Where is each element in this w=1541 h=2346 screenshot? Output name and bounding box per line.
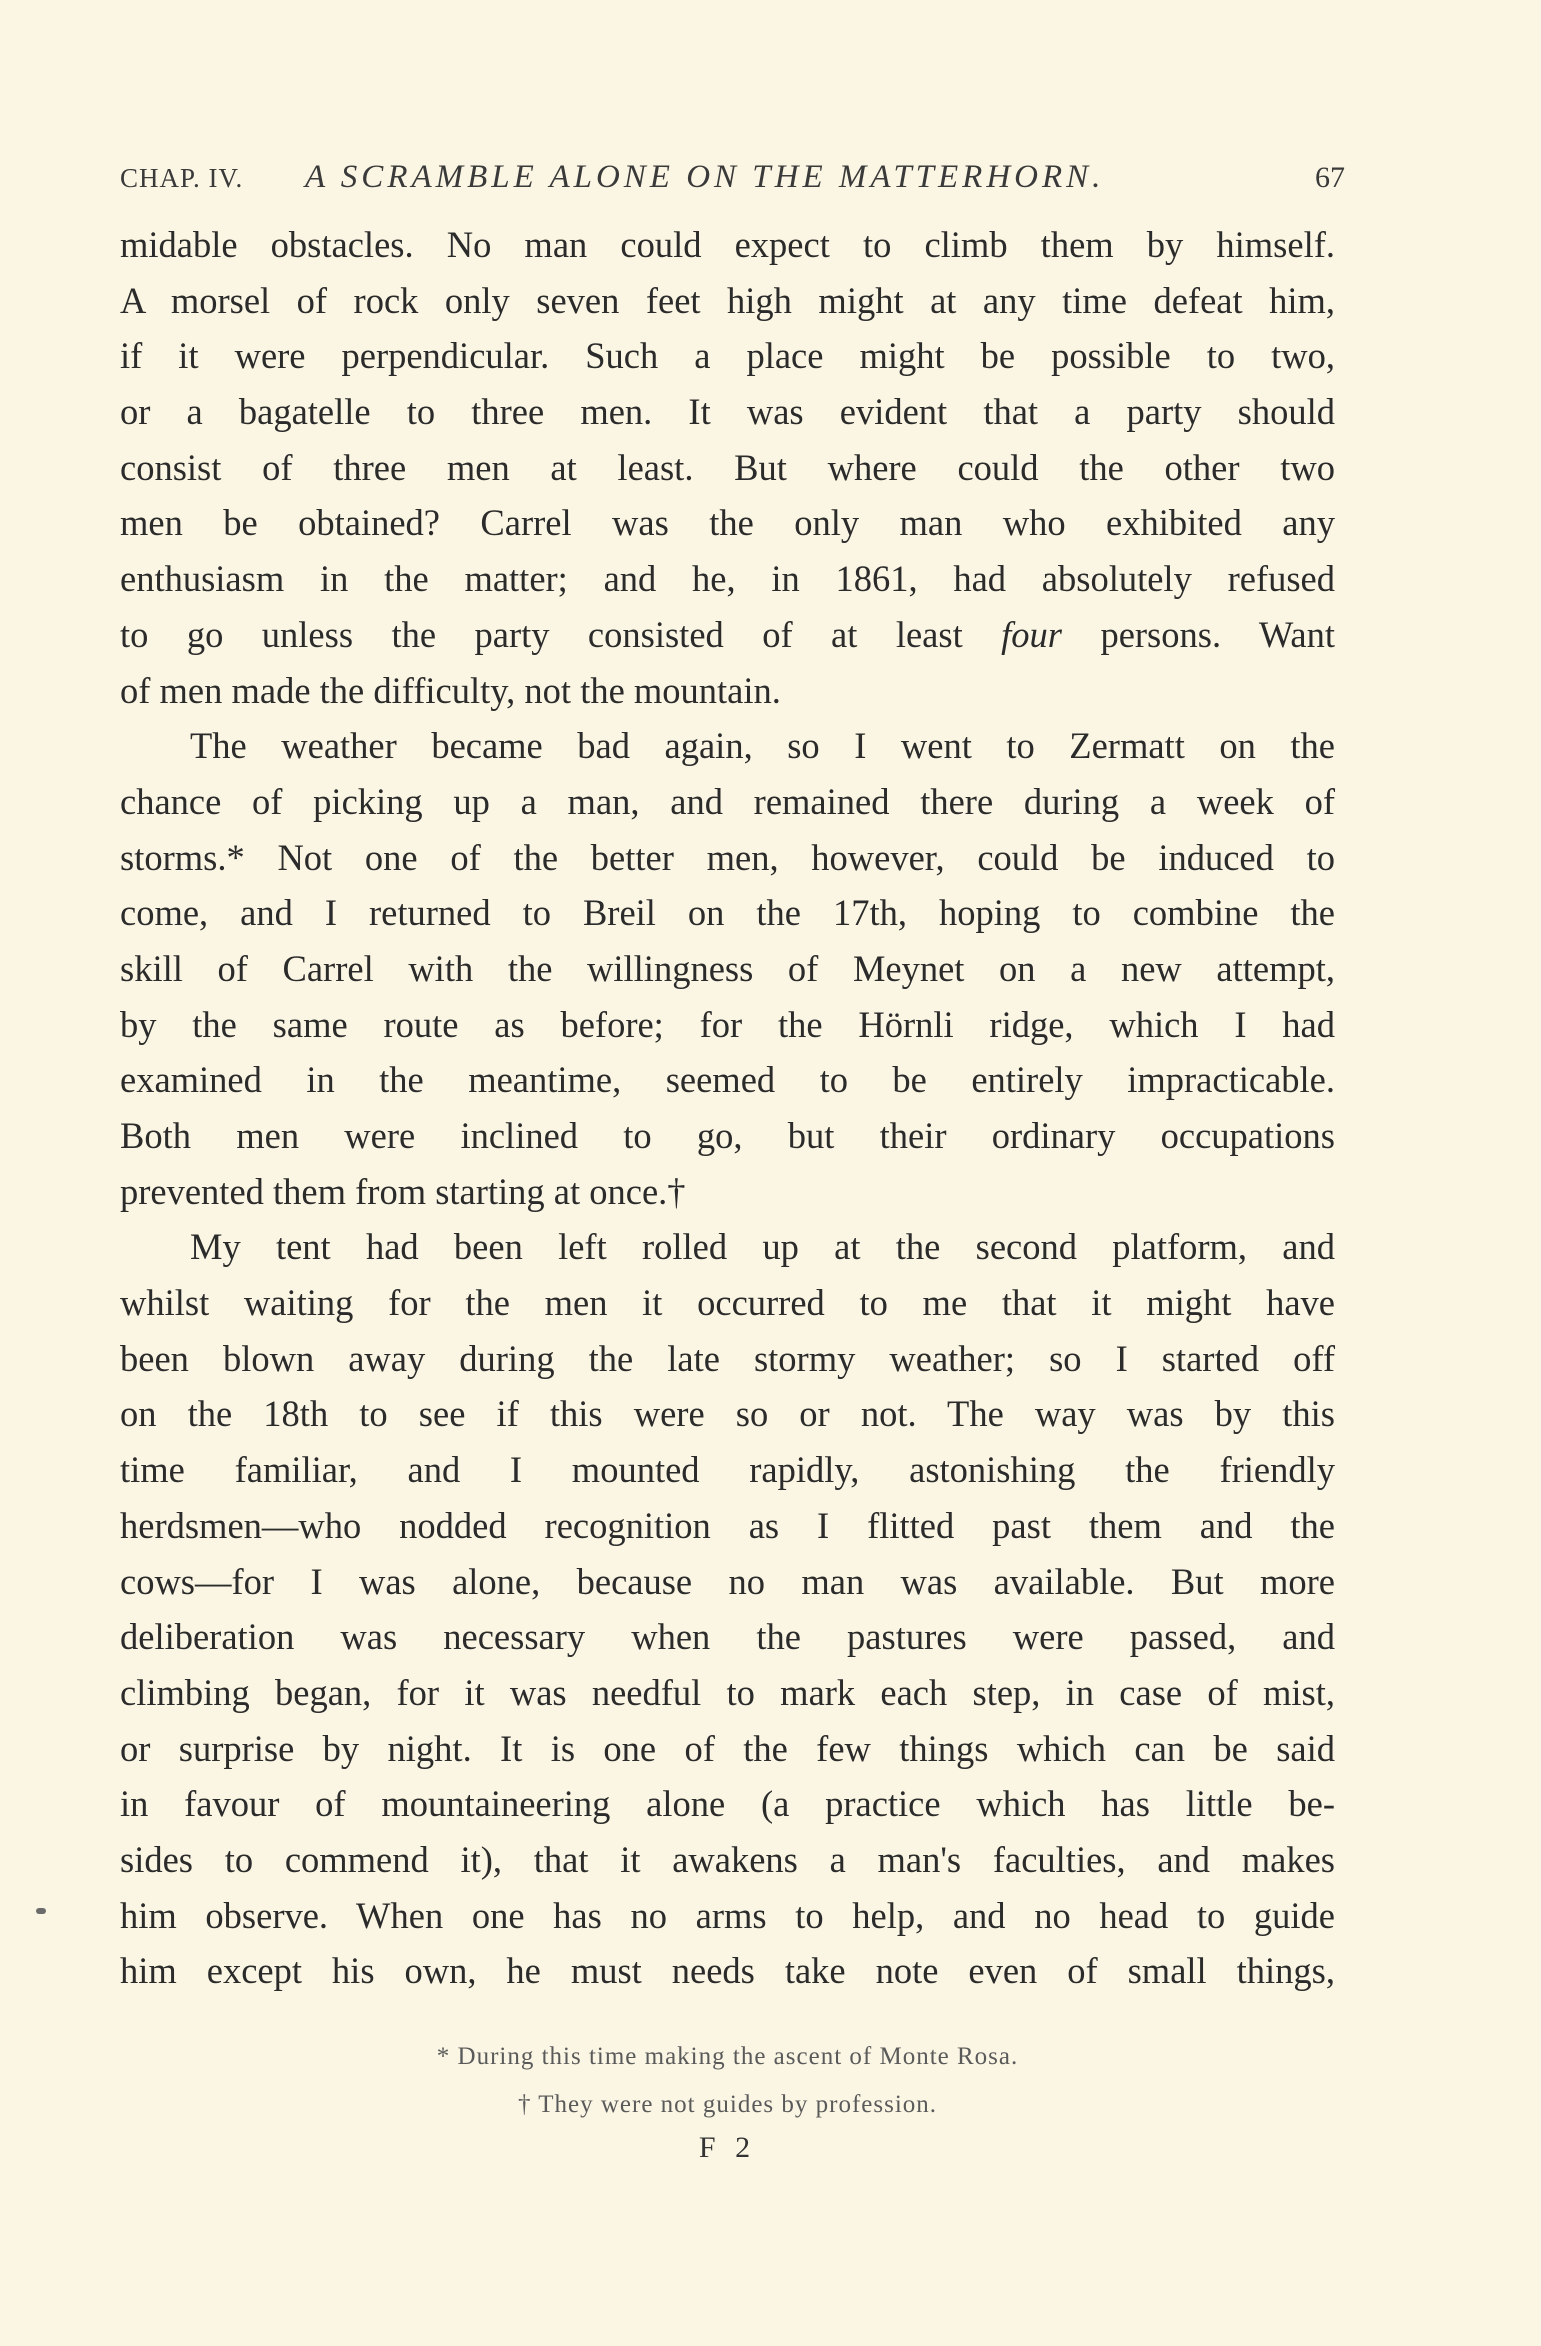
text-line: midable obstacles. No man could expect to climb them by himself. xyxy=(120,224,1335,265)
text-line: prevented them from starting at once.† xyxy=(120,1170,686,1212)
text-line: time familiar, and I mounted rapidly, astonishing the friendly xyxy=(120,1449,1335,1491)
text-line: if it were perpendicular. Such a place might be possible to two, xyxy=(120,335,1335,377)
footnotes xyxy=(120,2033,1335,2165)
running-head xyxy=(120,155,1345,205)
running-title: A SCRAMBLE ALONE ON THE MATTERHORN. xyxy=(305,159,1105,195)
text-line: deliberation was necessary when the pastures were passed, and xyxy=(120,1616,1335,1658)
text-line: My tent had been left rolled up at the second platform, and xyxy=(190,1226,1335,1268)
signature-mark: F 2 xyxy=(698,2131,757,2164)
text-line: consist of three men at least. But where could the other two xyxy=(120,446,1335,488)
text-line: him observe. When one has no arms to help, and no head to guide xyxy=(120,1894,1335,1936)
text-line: cows—for I was alone, because no man was available. But more xyxy=(120,1560,1335,1602)
text-line: climbing began, for it was needful to mark each step, in case of mist, xyxy=(120,1671,1335,1713)
text-line: or a bagatelle to three men. It was evident that a party should xyxy=(120,391,1335,433)
book-page xyxy=(120,155,1345,2165)
text-line: of men made the difficulty, not the mountain. xyxy=(120,669,781,711)
text-line: The weather became bad again, so I went to Zermatt on the xyxy=(190,725,1335,767)
text-line: come, and I returned to Breil on the 17th, hoping to combine the xyxy=(120,892,1335,934)
footnote-1: * During this time making the ascent of Monte Rosa. xyxy=(436,2043,1019,2070)
text-line: herdsmen—who nodded recognition as I flitted past them and the xyxy=(120,1504,1335,1546)
text-line: examined in the meantime, seemed to be entirely impracticable. xyxy=(120,1059,1335,1101)
text-line: been blown away during the late stormy weather; so I started off xyxy=(120,1337,1335,1379)
text-line: Both men were inclined to go, but their ordinary occupations xyxy=(120,1115,1335,1156)
text-line: in favour of mountaineering alone (a practice which has little be- xyxy=(120,1783,1335,1825)
text-line: skill of Carrel with the willingness of Meynet on a new attempt, xyxy=(120,947,1335,989)
text-line: storms.* Not one of the better men, however, could be induced to xyxy=(120,836,1335,878)
text-line: enthusiasm in the matter; and he, in 1861, had absolutely refused xyxy=(120,558,1335,600)
text-line: chance of picking up a man, and remained there during a week of xyxy=(120,780,1335,822)
margin-speck xyxy=(36,1908,46,1914)
text-line: whilst waiting for the men it occurred to me that it might have xyxy=(120,1282,1335,1324)
text-line: him except his own, he must needs take note even of small things, xyxy=(120,1950,1335,1992)
page-number: 67 xyxy=(1315,161,1345,194)
body-text xyxy=(120,217,1335,1999)
footnote-2: † They were not guides by profession. xyxy=(517,2091,938,2118)
text-line: by the same route as before; for the Hörnli ridge, which I had xyxy=(120,1003,1335,1045)
text-line: or surprise by night. It is one of the few things which can be said xyxy=(120,1727,1335,1769)
text-line: on the 18th to see if this were so or not. The way was by this xyxy=(120,1393,1335,1435)
text-line: A morsel of rock only seven feet high might at any time defeat him, xyxy=(120,279,1335,321)
chapter-label: CHAP. IV. xyxy=(120,163,244,193)
text-line: sides to commend it), that it awakens a man's faculties, and makes xyxy=(120,1838,1335,1880)
text-line: men be obtained? Carrel was the only man who exhibited any xyxy=(120,502,1335,544)
text-line: to go unless the party consisted of at least four persons. Want xyxy=(120,613,1335,655)
